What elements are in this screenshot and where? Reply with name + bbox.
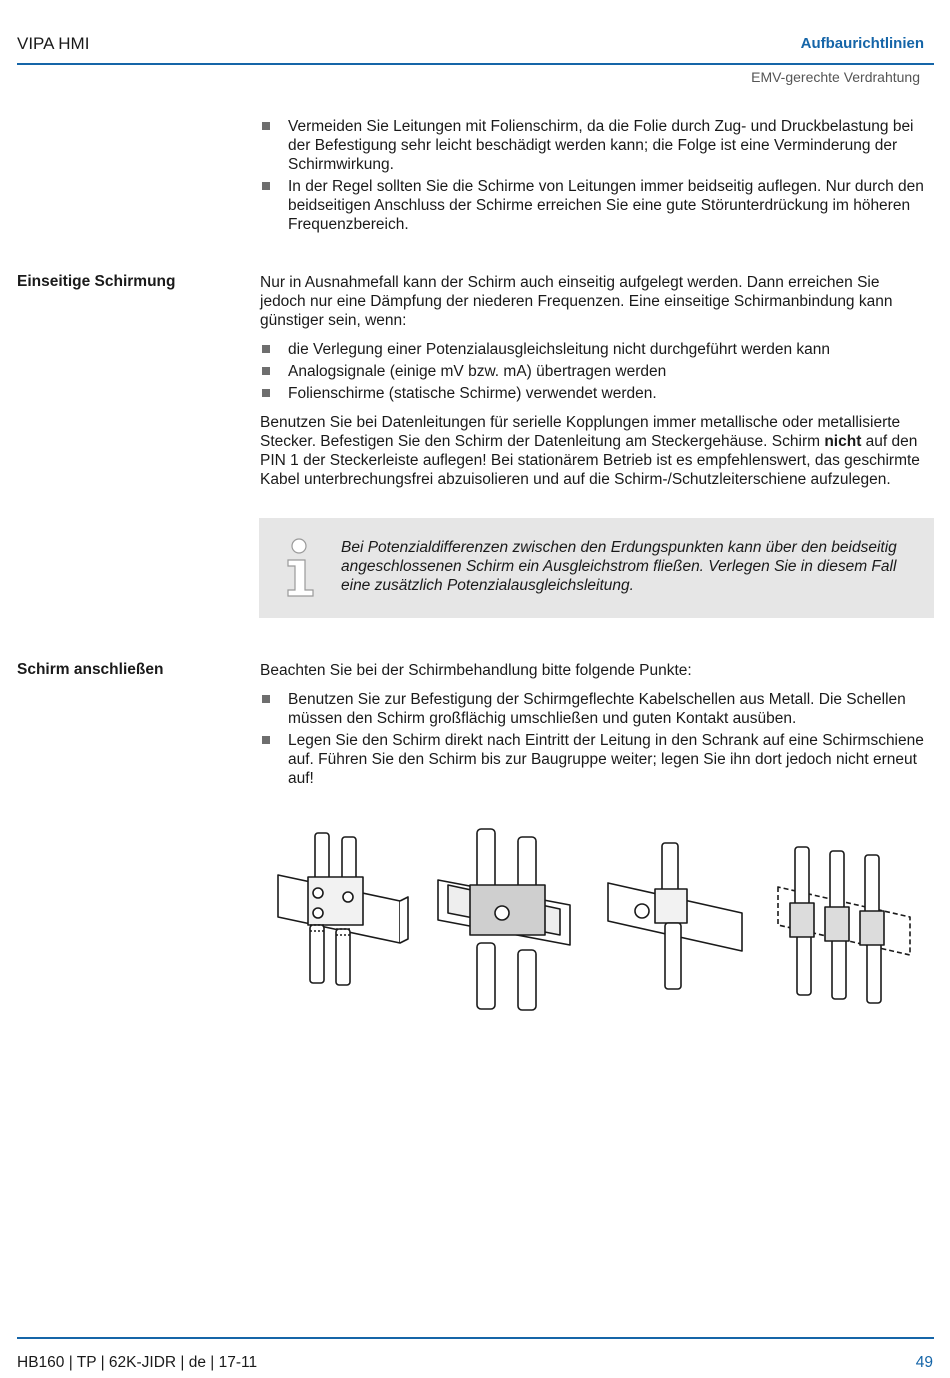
note-text: Bei Potenzialdifferenzen zwischen den Erdungspunkten kann über den beidseitig angeschlossenen Schirm ein Ausgleichstrom fließen. Verlegen Sie in diesem Fall eine zusätzlich Potenzialausgleichsleitung. [341, 539, 897, 594]
einseitig-paragraph [260, 413, 928, 489]
section-heading-anschliessen: Schirm anschließen [17, 661, 164, 678]
shield-clamp-illustration [270, 825, 920, 1020]
clamp-illustration-4 [778, 847, 910, 1003]
anschliessen-intro: Beachten Sie bei der Schirmbehandlung bitte folgende Punkte: [260, 662, 692, 679]
einseitig-bullet-list [260, 340, 930, 406]
header-rule [17, 63, 934, 65]
footer-rule [17, 1337, 934, 1339]
paragraph-text: auf den PIN 1 der Steckerleiste auflegen! Bei stationärem Betrieb ist es empfehlenswert, das geschirmte Kabel unterbrechungsfrei abzuisolieren und auf die Schirm-/Schutzleiterschiene aufzulegen. [260, 433, 920, 488]
footer-doc-id: HB160 | TP | 62K-JIDR | de | 17-11 [17, 1354, 258, 1371]
info-icon [285, 538, 317, 598]
clamp-illustration-1 [278, 833, 408, 985]
list-item: Folienschirme (statische Schirme) verwendet werden. [260, 384, 930, 403]
einseitig-intro: Nur in Ausnahmefall kann der Schirm auch einseitig aufgelegt werden. Dann erreichen Sie jedoch nur eine Dämpfung der niederen Frequenzen. Eine einseitige Schirmanbindung kann günstiger sein, wenn: [260, 274, 893, 329]
list-item: Analogsignale (einige mV bzw. mA) übertragen werden [260, 362, 930, 381]
paragraph-emphasis: nicht [824, 433, 862, 450]
anschliessen-bullet-list [260, 690, 930, 791]
list-item: In der Regel sollten Sie die Schirme von Leitungen immer beidseitig auflegen. Nur durch den beidseitigen Anschluss der Schirme erreichen Sie eine gute Störunterdrückung im höheren Frequenzbereich. [260, 177, 930, 234]
info-note [259, 518, 934, 618]
list-item: Vermeiden Sie Leitungen mit Folienschirm, da die Folie durch Zug- und Druckbelastung bei der Befestigung sehr leicht beschädigt werden kann; die Folge ist eine Verminderung der Schirmwirkung. [260, 117, 930, 174]
header-product: VIPA HMI [17, 34, 90, 53]
clamp-illustration-3 [608, 843, 742, 989]
page-number: 49 [915, 1354, 933, 1371]
list-item: Legen Sie den Schirm direkt nach Eintritt der Leitung in den Schrank auf eine Schirmschiene auf. Führen Sie den Schirm bis zur Baugruppe weiter; legen Sie ihn dort jedoch nicht erneut auf! [260, 731, 930, 788]
intro-bullet-list [260, 117, 930, 237]
header-section: EMV-gerechte Verdrahtung [751, 69, 920, 85]
paragraph-text: Benutzen Sie bei Datenleitungen für serielle Kopplungen immer metallische oder metallisierte Stecker. Befestigen Sie den Schirm der Datenleitung am Steckergehäuse. Schirm [260, 414, 901, 450]
list-item: die Verlegung einer Potenzialausgleichsleitung nicht durchgeführt werden kann [260, 340, 930, 359]
list-item: Benutzen Sie zur Befestigung der Schirmgeflechte Kabelschellen aus Metall. Die Schellen müssen den Schirm großflächig umschließen und guten Kontakt ausüben. [260, 690, 930, 728]
header-chapter: Aufbaurichtlinien [800, 35, 924, 52]
section-heading-einseitig: Einseitige Schirmung [17, 273, 176, 290]
clamp-illustration-2 [438, 829, 570, 1010]
